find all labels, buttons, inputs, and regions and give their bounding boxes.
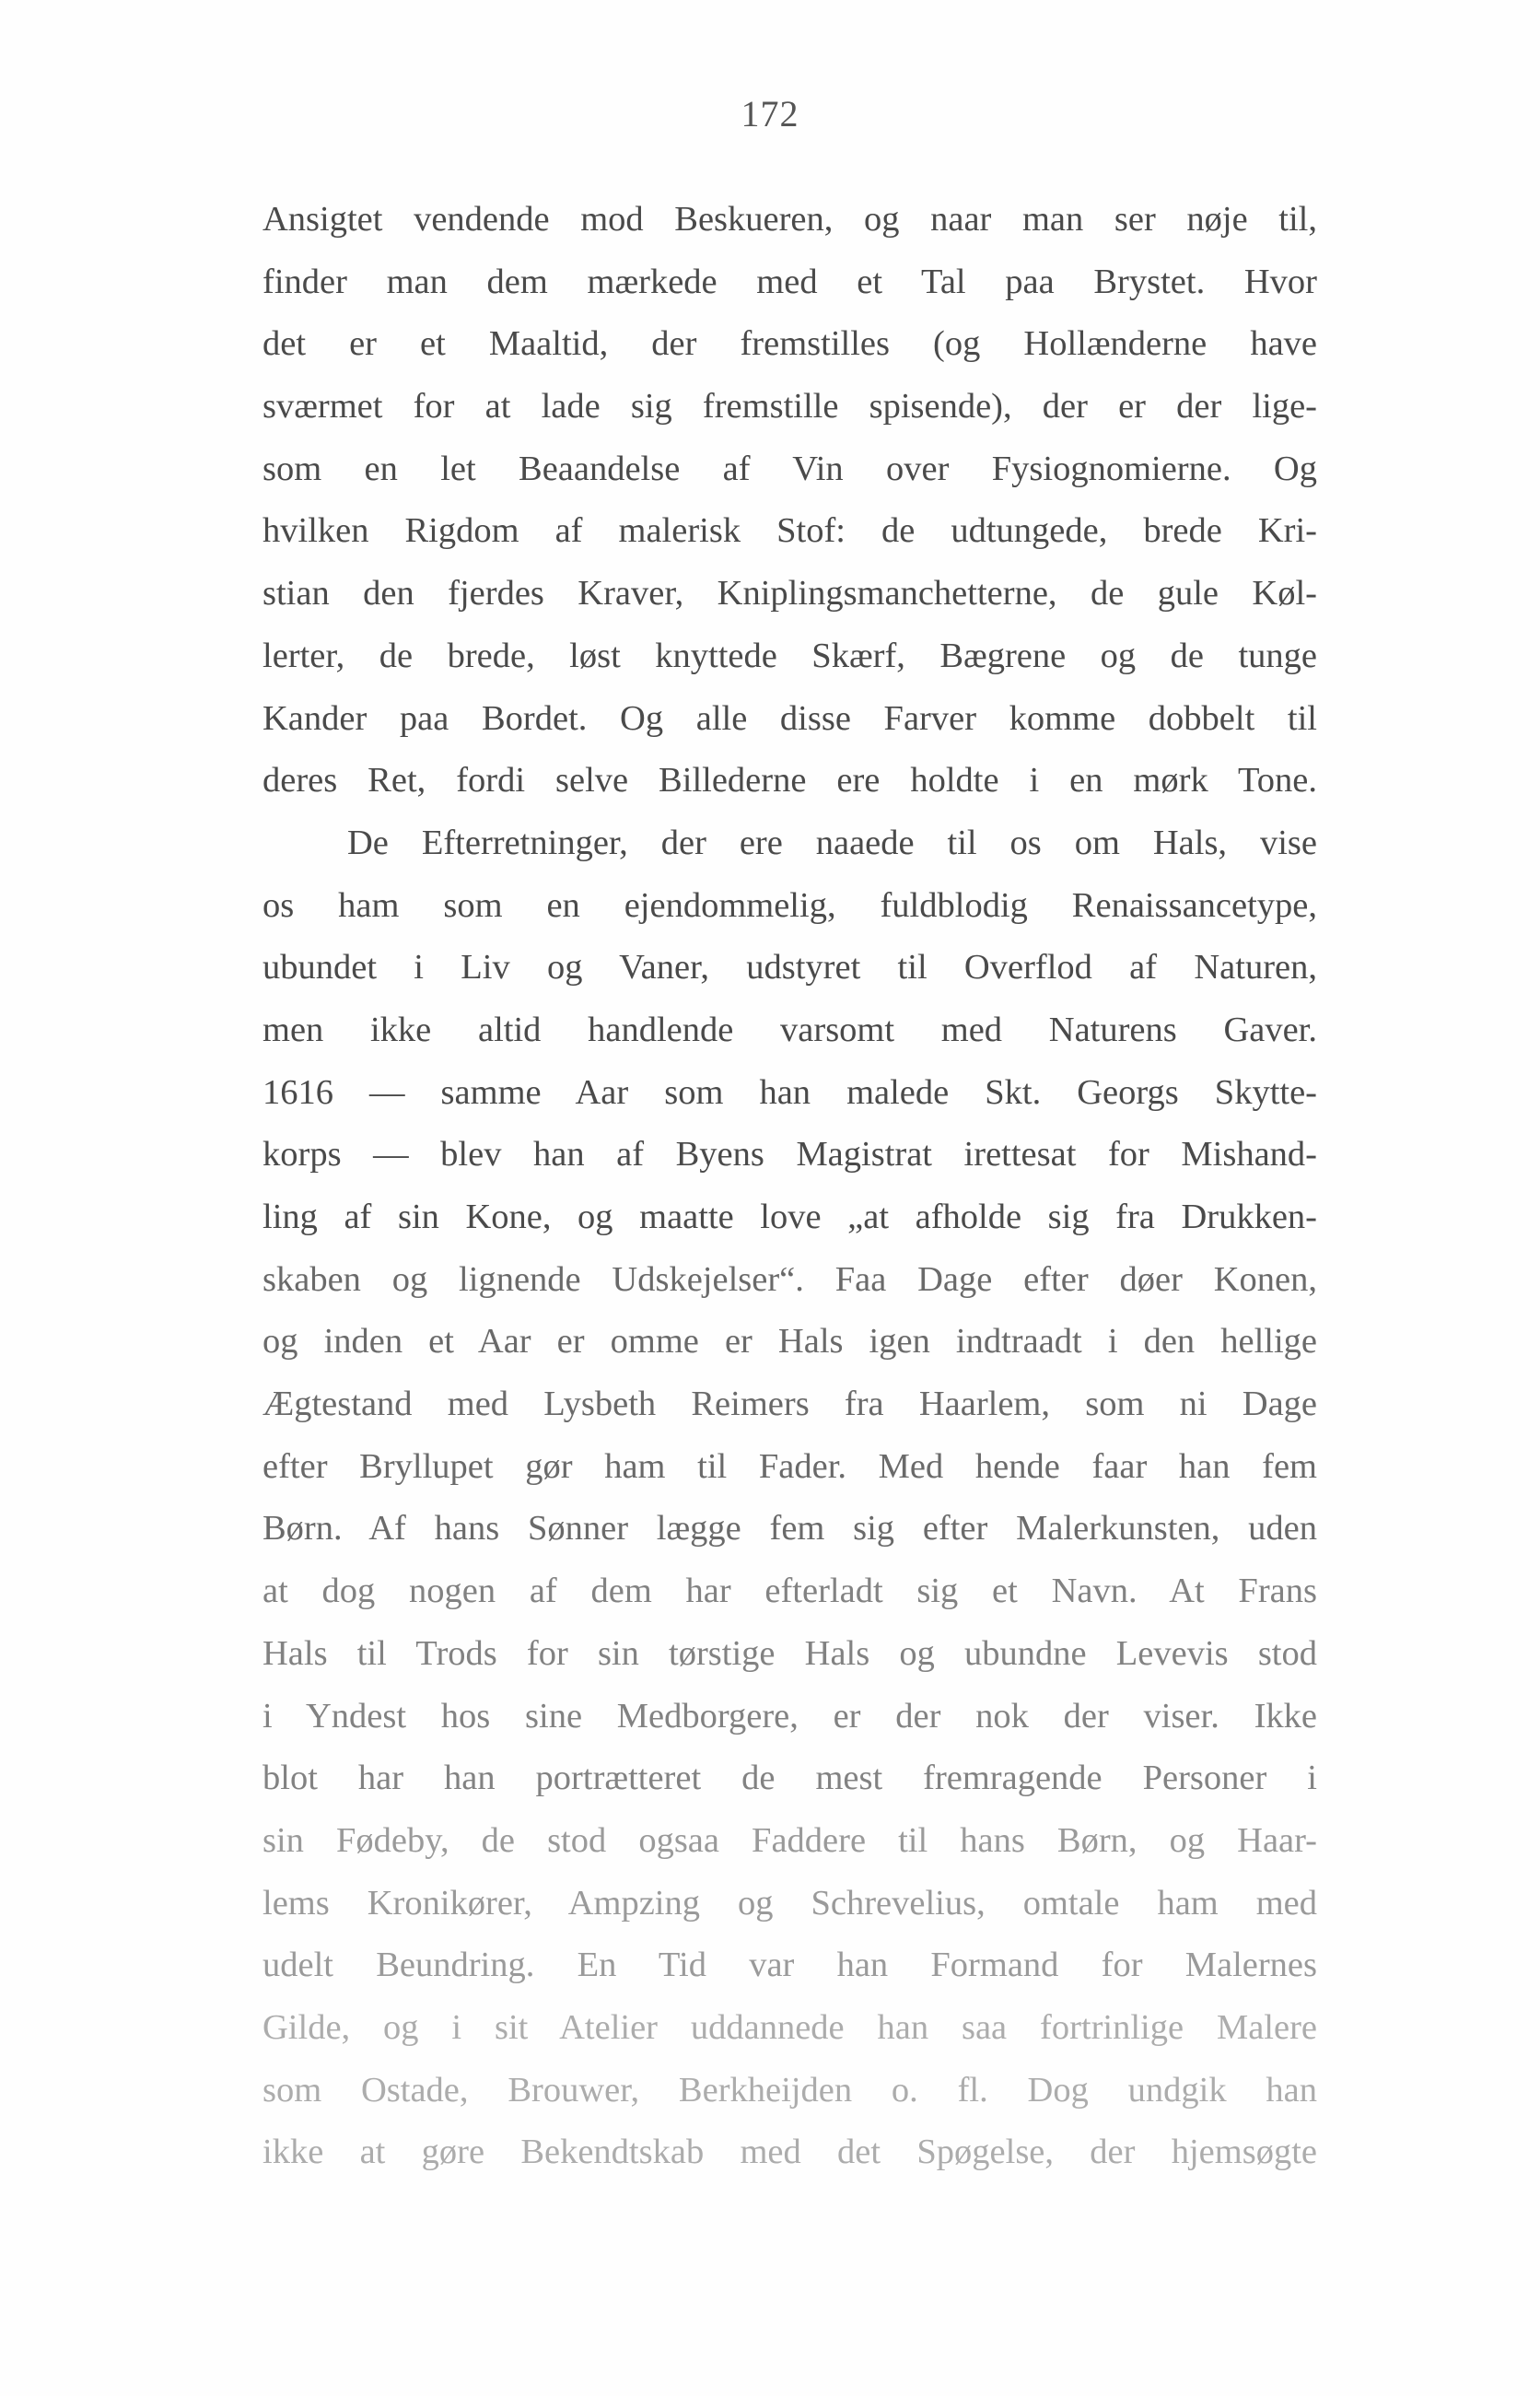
text-line: stian den fjerdes Kraver, Kniplingsmanchetterne, de gule Køl- [262, 574, 1317, 614]
text-line: sin Fødeby, de stod ogsaa Faddere til hans Børn, og Haar- [262, 1820, 1317, 1860]
text-line: som en let Beaandelse af Vin over Fysiognomierne. Og [262, 449, 1317, 488]
text-line: det er et Maaltid, der fremstilles (og Hollænderne have [262, 324, 1317, 364]
text-line: finder man dem mærkede med et Tal paa Brystet. Hvor [262, 262, 1317, 301]
text-line: Hals til Trods for sin tørstige Hals og ubundne Levevis stod [262, 1633, 1317, 1673]
text-line: Ansigtet vendende mod Beskueren, og naar man ser nøje til, [262, 200, 1317, 239]
text-line: og inden et Aar er omme er Hals igen indtraadt i den hellige [262, 1322, 1317, 1362]
text-line: Kander paa Bordet. Og alle disse Farver komme dobbelt til [262, 698, 1317, 738]
text-line: 1616 — samme Aar som han malede Skt. Georgs Skytte- [262, 1072, 1317, 1112]
text-line: ubundet i Liv og Vaner, udstyret til Overflod af Naturen, [262, 948, 1317, 988]
text-line: efter Bryllupet gør ham til Fader. Med hende faar han fem [262, 1446, 1317, 1486]
text-line: sværmet for at lade sig fremstille spisende), der er der lige- [262, 387, 1317, 427]
text-line: ling af sin Kone, og maatte love „at afholde sig fra Drukken- [262, 1198, 1317, 1236]
text-line: De Efterretninger, der ere naaede til os om Hals, vise [347, 823, 1317, 862]
text-line: udelt Beundring. En Tid var han Formand for Malernes [262, 1946, 1317, 1985]
text-line: hvilken Rigdom af malerisk Stof: de udtungede, brede Kri- [262, 511, 1317, 551]
text-line: korps — blev han af Byens Magistrat irettesat for Mishand- [262, 1135, 1317, 1175]
text-line: i Yndest hos sine Medborgere, er der nok der viser. Ikke [262, 1696, 1317, 1736]
text-line: blot har han portrætteret de mest fremragende Personer i [262, 1759, 1317, 1798]
text-line: skaben og lignende Udskejelser“. Faa Dage efter døer Konen, [262, 1259, 1317, 1299]
page-number: 172 [741, 93, 799, 134]
text-line: deres Ret, fordi selve Billederne ere holdte i en mørk Tone. [262, 761, 1317, 801]
text-line: at dog nogen af dem har efterladt sig et Navn. At Frans [262, 1572, 1317, 1611]
text-line: os ham som en ejendommelig, fuldblodig Renaissancetype, [262, 885, 1317, 925]
text-line: ikke at gøre Bekendtskab med det Spøgelse, der hjemsøgte [262, 2133, 1317, 2172]
text-line: lems Kronikører, Ampzing og Schrevelius, omtale ham med [262, 1883, 1317, 1923]
text-line: lerter, de brede, løst knyttede Skærf, Bægrene og de tunge [262, 636, 1317, 675]
text-line: Ægtestand med Lysbeth Reimers fra Haarlem, som ni Dage [262, 1385, 1317, 1424]
text-line: Børn. Af hans Sønner lægge fem sig efter Malerkunsten, uden [262, 1509, 1317, 1549]
text-line: Gilde, og i sit Atelier uddannede han saa fortrinlige Malere [262, 2007, 1317, 2047]
body-text [262, 189, 1317, 2184]
text-line: som Ostade, Brouwer, Berkheijden o. fl. Dog undgik han [262, 2070, 1317, 2110]
text-line: men ikke altid handlende varsomt med Naturens Gaver. [262, 1010, 1317, 1049]
